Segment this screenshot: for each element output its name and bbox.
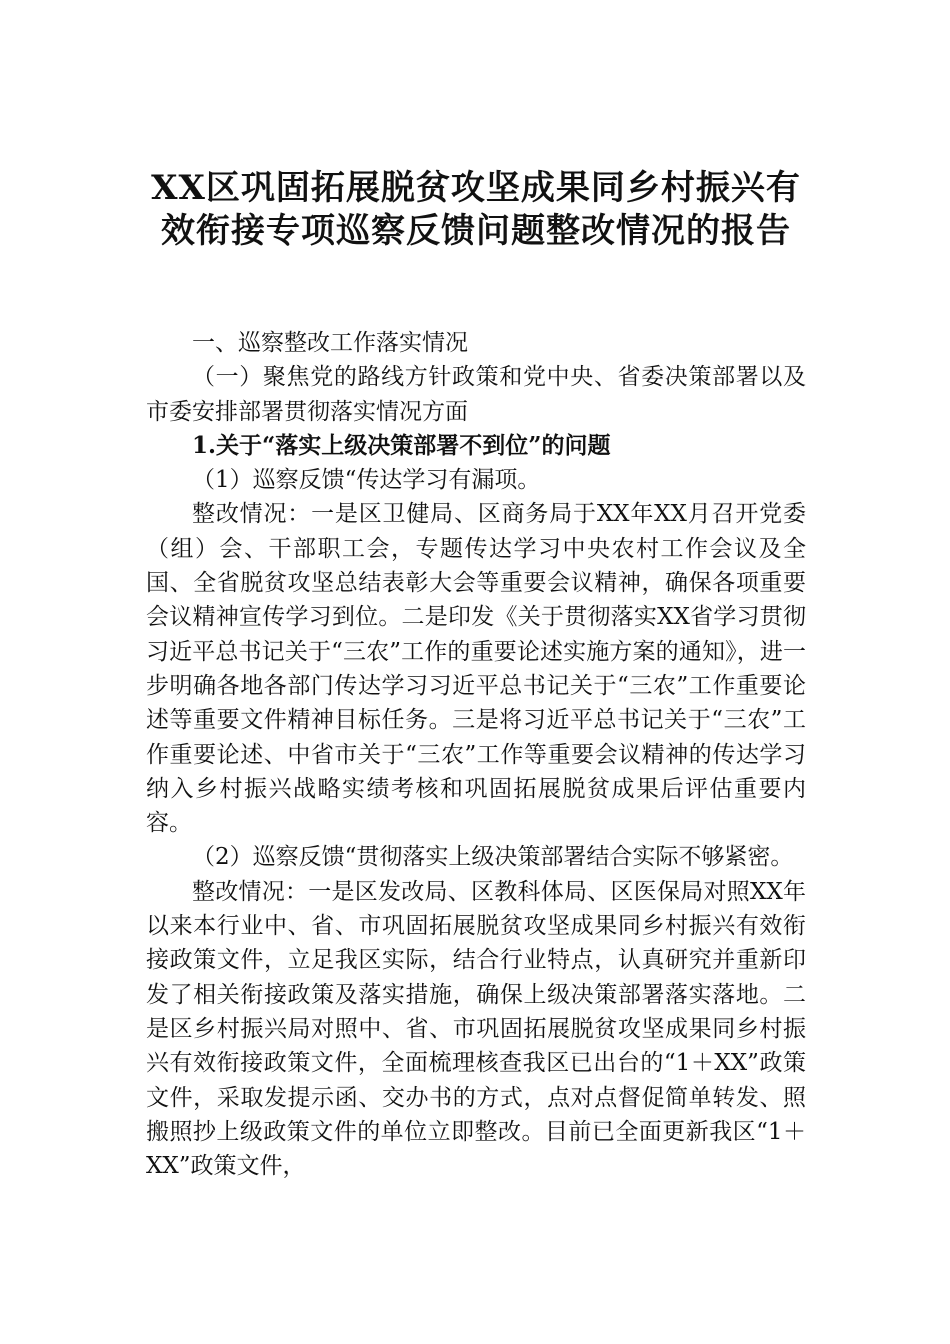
document-title-line-1: XX区巩固拓展脱贫攻坚成果同乡村振兴有 xyxy=(151,168,801,208)
item-heading: 1.关于“落实上级决策部署不到位”的问题 xyxy=(192,431,611,459)
document-title-line-2: 效衔接专项巡察反馈问题整改情况的报告 xyxy=(161,211,791,251)
feedback-paragraph-2: （2）巡察反馈“贯彻落实上级决策部署结合实际不够紧密。 xyxy=(192,844,794,871)
feedback-paragraph-1: （1）巡察反馈“传达学习有漏项。 xyxy=(192,467,541,494)
section-heading: 一、巡察整改工作落实情况 xyxy=(192,330,468,356)
rectification-paragraph-1: 整改情况：一是区卫健局、区商务局于XX年XX月召开党委（组）会、干部职工会，专题传达学习中央农村工作会议及全国、全省脱贫攻坚总结表彰大会等重要会议精神，确保各项重要会议精神宣传学习到位。二是印发《关于贯彻落实XX省学习贯彻习近平总书记关于“三农”工作的重要论述实施方案的通知》，进一步明确各地各部门传达学习习近平总书记关于“三农”工作重要论述等重要文件精神目标任务。三是将习近平总书记关于“三农”工作重要论述、中省市关于“三农”工作等重要会议精神的传达学习纳入乡村振兴战略实绩考核和巩固拓展脱贫成果后评估重要内容。 xyxy=(146,501,806,837)
subsection-heading: （一）聚焦党的路线方针政策和党中央、省委决策部署以及市委安排部署贯彻落实情况方面 xyxy=(146,364,806,425)
document-body xyxy=(146,326,806,1183)
rectification-paragraph-2: 整改情况：一是区发改局、区教科体局、区医保局对照XX年以来本行业中、省、市巩固拓展脱贫攻坚成果同乡村振兴有效衔接政策文件，立足我区实际，结合行业特点，认真研究并重新印发了相关衔接政策及落实措施，确保上级决策部署落实落地。二是区乡村振兴局对照中、省、市巩固拓展脱贫攻坚成果同乡村振兴有效衔接政策文件，全面梳理核查我区已出台的“1＋XX”政策文件，采取发提示函、交办书的方式，点对点督促简单转发、照搬照抄上级政策文件的单位立即整改。目前已全面更新我区“1＋XX”政策文件， xyxy=(146,878,806,1180)
